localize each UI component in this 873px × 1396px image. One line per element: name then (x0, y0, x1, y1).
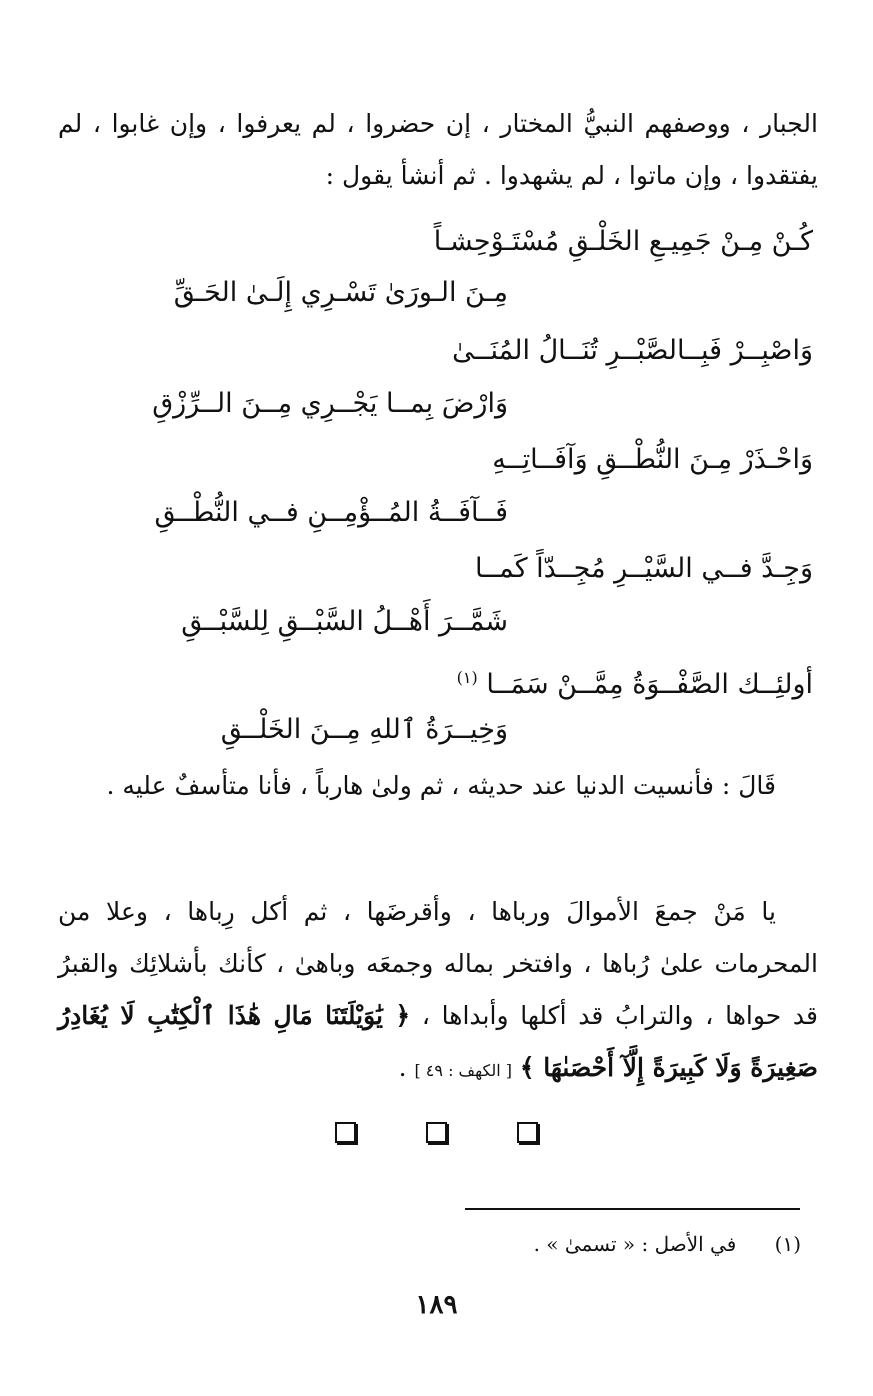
footnote (534, 1232, 801, 1256)
separator-box-icon (517, 1122, 538, 1143)
poem-line: شَمَّــرَ أَهْــلُ السَّبْــقِ لِلسَّبْــقِ (181, 606, 508, 637)
page-number: ١٨٩ (415, 1290, 458, 1320)
poem-line: وَاصْبِــرْ فَبِــالصَّبْــرِ تُنَــالُ المُنَــىٰ (452, 335, 813, 366)
closing-paragraph (58, 886, 818, 1097)
quran-reference: [ الكهف : ٤٩ ] (414, 1061, 512, 1080)
poem-line: وَخِيــرَةُ ٱللهِ مِــنَ الخَلْــقِ (220, 714, 508, 745)
separator-box-icon (335, 1122, 356, 1143)
closing-text: يا مَنْ جمعَ الأموالَ ورباها ، وأقرضَها ، ثم أكل رِباها ، وعلا من المحرمات علىٰ رُباها ، وافتخر بماله وجمعَه وباهىٰ ، كأنك بأشلائِك والقبرُ قد حواها ، والترابُ قد أكلها وأبداها ، (58, 897, 819, 1030)
narration-paragraph: قَالَ : فأنسيت الدنيا عند حديثه ، ثم ولىٰ هارباً ، فأنا متأسفٌ عليه . (106, 771, 776, 800)
poem-line: وَجِـدَّ فــي السَّيْــرِ مُجِــدّاً كَمــا (475, 553, 813, 584)
poem-line: فَــآفَــةُ المُــؤْمِــنِ فــي النُّطْــقِ (154, 497, 508, 528)
intro-paragraph: الجبار ، ووصفهم النبيُّ المختار ، إن حضروا ، لم يعرفوا ، وإن غابوا ، لم يفتقدوا ، وإن ماتوا ، لم يشهدوا . ثم أنشأ يقول : (58, 109, 818, 190)
poem-line: وَاحْـذَرْ مِـنَ النُّطْــقِ وَآفَــاتِــهِ (492, 444, 813, 475)
poem-line (457, 658, 813, 705)
footnote-number: (١) (774, 1232, 801, 1256)
quran-verse: ﴿ يَٰوَيْلَتَنَا مَالِ هَٰذَا ٱلْكِتَٰبِ لَا يُغَادِرُ صَغِيرَةً وَلَا كَبِيرَةً إِلَّآ أَحْصَىٰهَا ﴾ (58, 1001, 818, 1082)
poem-line-text: أولئِــك الصَّفْــوَةُ مِمَّــنْ سَمَــا (486, 669, 813, 700)
poem-line: مِـنَ الـورَىٰ تَسْـرِي إِلَـىٰ الحَـقِّ (173, 277, 508, 308)
footnote-text: في الأصل : « تسمىٰ » . (533, 1232, 737, 1256)
footnote-divider (465, 1208, 800, 1210)
section-separator (0, 1122, 873, 1143)
poem-line: وَارْضَ بِمــا يَجْــرِي مِــنَ الــرِّزْقِ (152, 388, 508, 419)
separator-box-icon (426, 1122, 447, 1143)
closing-period: . (398, 1053, 407, 1082)
poem-line: كُـنْ مِـنْ جَمِيـعِ الخَلْـقِ مُسْتَـوْحِشـاً (433, 226, 813, 257)
footnote-marker: (١) (456, 668, 478, 687)
